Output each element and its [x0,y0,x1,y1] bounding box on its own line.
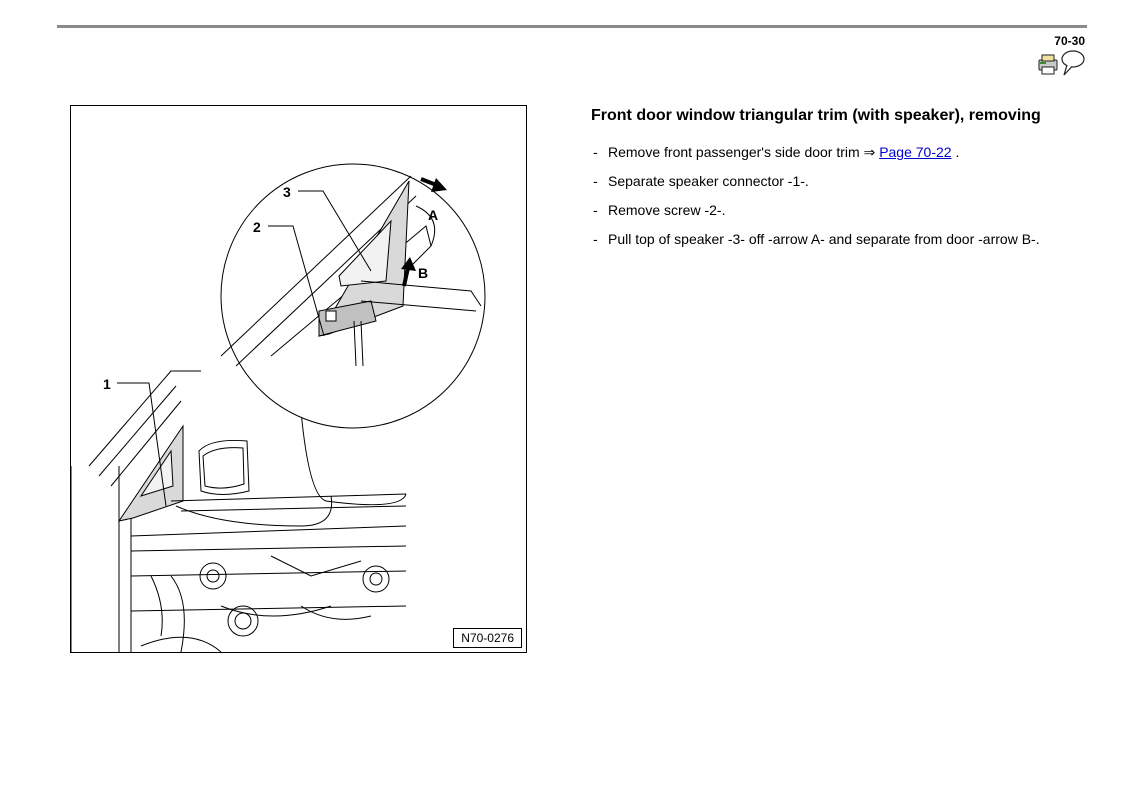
callout-2: 2 [253,219,261,235]
bullet-dash: - [593,173,598,189]
step-suffix: . [951,144,960,160]
step-item [591,231,1051,248]
bullet-dash: - [593,144,598,160]
step-text: Remove screw -2-. [608,202,726,218]
printer-icon[interactable] [1039,55,1057,74]
page-number: 70-30 [1054,34,1085,48]
step-item [591,173,1051,190]
instruction-column [591,106,1051,260]
section-heading: Front door window triangular trim (with speaker), removing [591,107,1041,124]
door-diagram [71,106,526,652]
step-text: Pull top of speaker -3- off -arrow A- and separate from door -arrow B-. [608,231,1040,247]
step-text: Separate speaker connector -1-. [608,173,809,189]
step-item [591,144,1051,161]
bullet-dash: - [593,202,598,218]
callout-1: 1 [103,376,111,392]
callout-3: 3 [283,184,291,200]
nav-icons [1037,50,1087,78]
figure-illustration [70,105,527,653]
speech-bubble-icon[interactable] [1062,51,1084,75]
callout-a: A [428,207,439,223]
step-text: Remove front passenger's side door trim ⇒ [608,144,880,160]
callout-b: B [418,265,429,281]
bullet-dash: - [593,231,598,247]
figure-code: N70-0276 [453,628,522,648]
step-item [591,202,1051,219]
step-list [591,144,1051,248]
page-link[interactable]: Page 70-22 [879,144,952,160]
top-rule [57,25,1087,28]
